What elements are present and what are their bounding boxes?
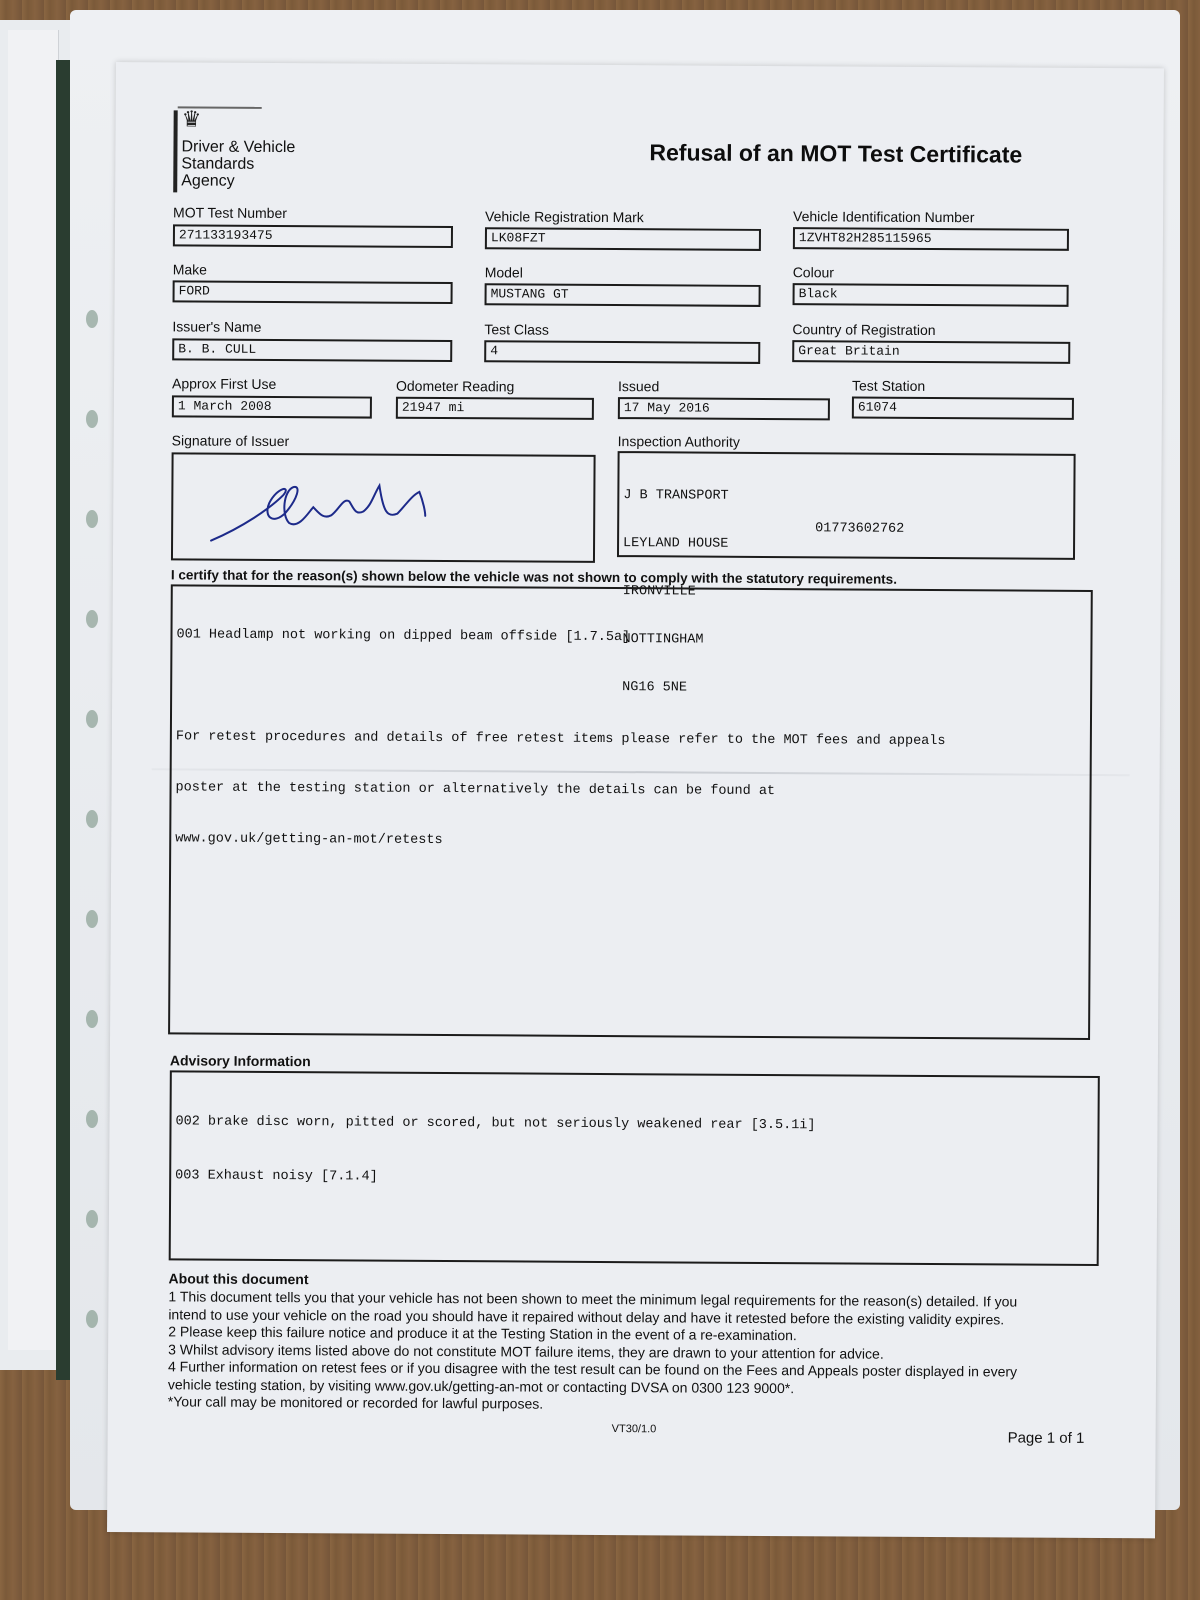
vrm-field: LK08FZT <box>485 227 761 251</box>
issued-label: Issued <box>617 378 660 395</box>
mot-test-number-label: MOT Test Number <box>173 204 287 222</box>
colour-field: Black <box>793 283 1069 307</box>
model-label: Model <box>484 264 523 281</box>
authority-address: J B TRANSPORT LEYLAND HOUSE IRONVILLE NOTTINGHAM NG16 5NE <box>622 488 729 696</box>
form-code: VT30/1.0 <box>611 1423 657 1436</box>
test-class-field: 4 <box>484 340 760 364</box>
signature-box <box>171 452 596 563</box>
reason-line: 001 Headlamp not working on dipped beam offside [1.7.5a] <box>176 627 631 646</box>
refusal-reasons-text <box>175 592 946 886</box>
make-field: FORD <box>173 280 453 304</box>
test-class-label: Test Class <box>484 321 550 338</box>
about-heading: About this document <box>168 1270 309 1288</box>
mot-test-number-field: 271133193475 <box>173 224 453 248</box>
page-number: Page 1 of 1 <box>1007 1429 1085 1447</box>
test-station-label: Test Station <box>851 377 926 394</box>
mot-refusal-document <box>107 62 1164 1538</box>
about-text: 1 This document tells you that your vehicle has not been shown to meet the minimum legal requirements for the reason(s) detailed. If you intend to use your vehicle on the road you should have it repaired without delay and have it retested before the existing validity expires. 2 Please keep this failure notice and produce it at the Testing Station in the event of a re-examination. 3 Whilst advisory items listed above do not constitute MOT failure items, they are drawn to your attention for advice. 4 Further information on retest fees or if you disagree with the test result can be found on the Fees and Appeals poster displayed in every vehicle testing station, by visiting www.gov.uk/getting-an-mot or contacting DVSA on 0300 123 9000*. *Your call may be monitored or recorded for lawful purposes. <box>167 1288 1018 1412</box>
agency-name: Driver & Vehicle Standards Agency <box>181 138 296 190</box>
handwritten-signature <box>173 454 594 561</box>
country-field: Great Britain <box>792 340 1070 364</box>
country-label: Country of Registration <box>792 321 936 339</box>
reason-line: For retest procedures and details of free retest items please refer to the MOT fees and appeals <box>175 729 946 750</box>
reason-line: ​ <box>176 678 177 694</box>
certify-statement: I certify that for the reason(s) shown below the vehicle was not shown to comply with the statutory requirements. <box>170 567 898 587</box>
refusal-reasons-box <box>168 584 1093 1040</box>
punch-holes <box>82 70 104 1450</box>
odometer-label: Odometer Reading <box>395 377 515 395</box>
vin-label: Vehicle Identification Number <box>793 208 975 226</box>
issuer-name-field: B. B. CULL <box>172 338 452 362</box>
authority-phone: 01773602762 <box>815 521 905 537</box>
reason-line: www.gov.uk/getting-an-mot/retests <box>175 831 443 849</box>
reason-line: poster at the testing station or alternatively the details can be found at <box>175 780 776 800</box>
advisory-line: 002 brake disc worn, pitted or scored, but not seriously weakened rear [3.5.1i] <box>175 1114 816 1134</box>
document-title: Refusal of an MOT Test Certificate <box>649 139 1023 168</box>
logo-rule <box>173 110 178 192</box>
first-use-field: 1 March 2008 <box>172 395 372 418</box>
colour-label: Colour <box>792 264 835 281</box>
signature-label: Signature of Issuer <box>171 432 290 450</box>
odometer-field: 21947 mi <box>396 397 594 420</box>
advisory-box <box>169 1070 1100 1266</box>
make-label: Make <box>172 261 208 278</box>
model-field: MUSTANG GT <box>485 283 761 307</box>
advisory-label: Advisory Information <box>169 1052 311 1070</box>
test-station-field: 61074 <box>852 397 1074 420</box>
issuer-name-label: Issuer's Name <box>172 318 262 335</box>
vrm-label: Vehicle Registration Mark <box>485 208 644 226</box>
vin-field: 1ZVHT82H285115965 <box>793 227 1069 251</box>
first-use-label: Approx First Use <box>171 375 277 392</box>
royal-crest-icon: ♛ <box>181 106 202 132</box>
advisory-text <box>175 1077 816 1225</box>
issued-field: 17 May 2016 <box>618 397 830 420</box>
advisory-line: 003 Exhaust noisy [7.1.4] <box>175 1168 378 1185</box>
inspection-authority-label: Inspection Authority <box>617 433 740 450</box>
inspection-authority-box <box>617 451 1076 696</box>
